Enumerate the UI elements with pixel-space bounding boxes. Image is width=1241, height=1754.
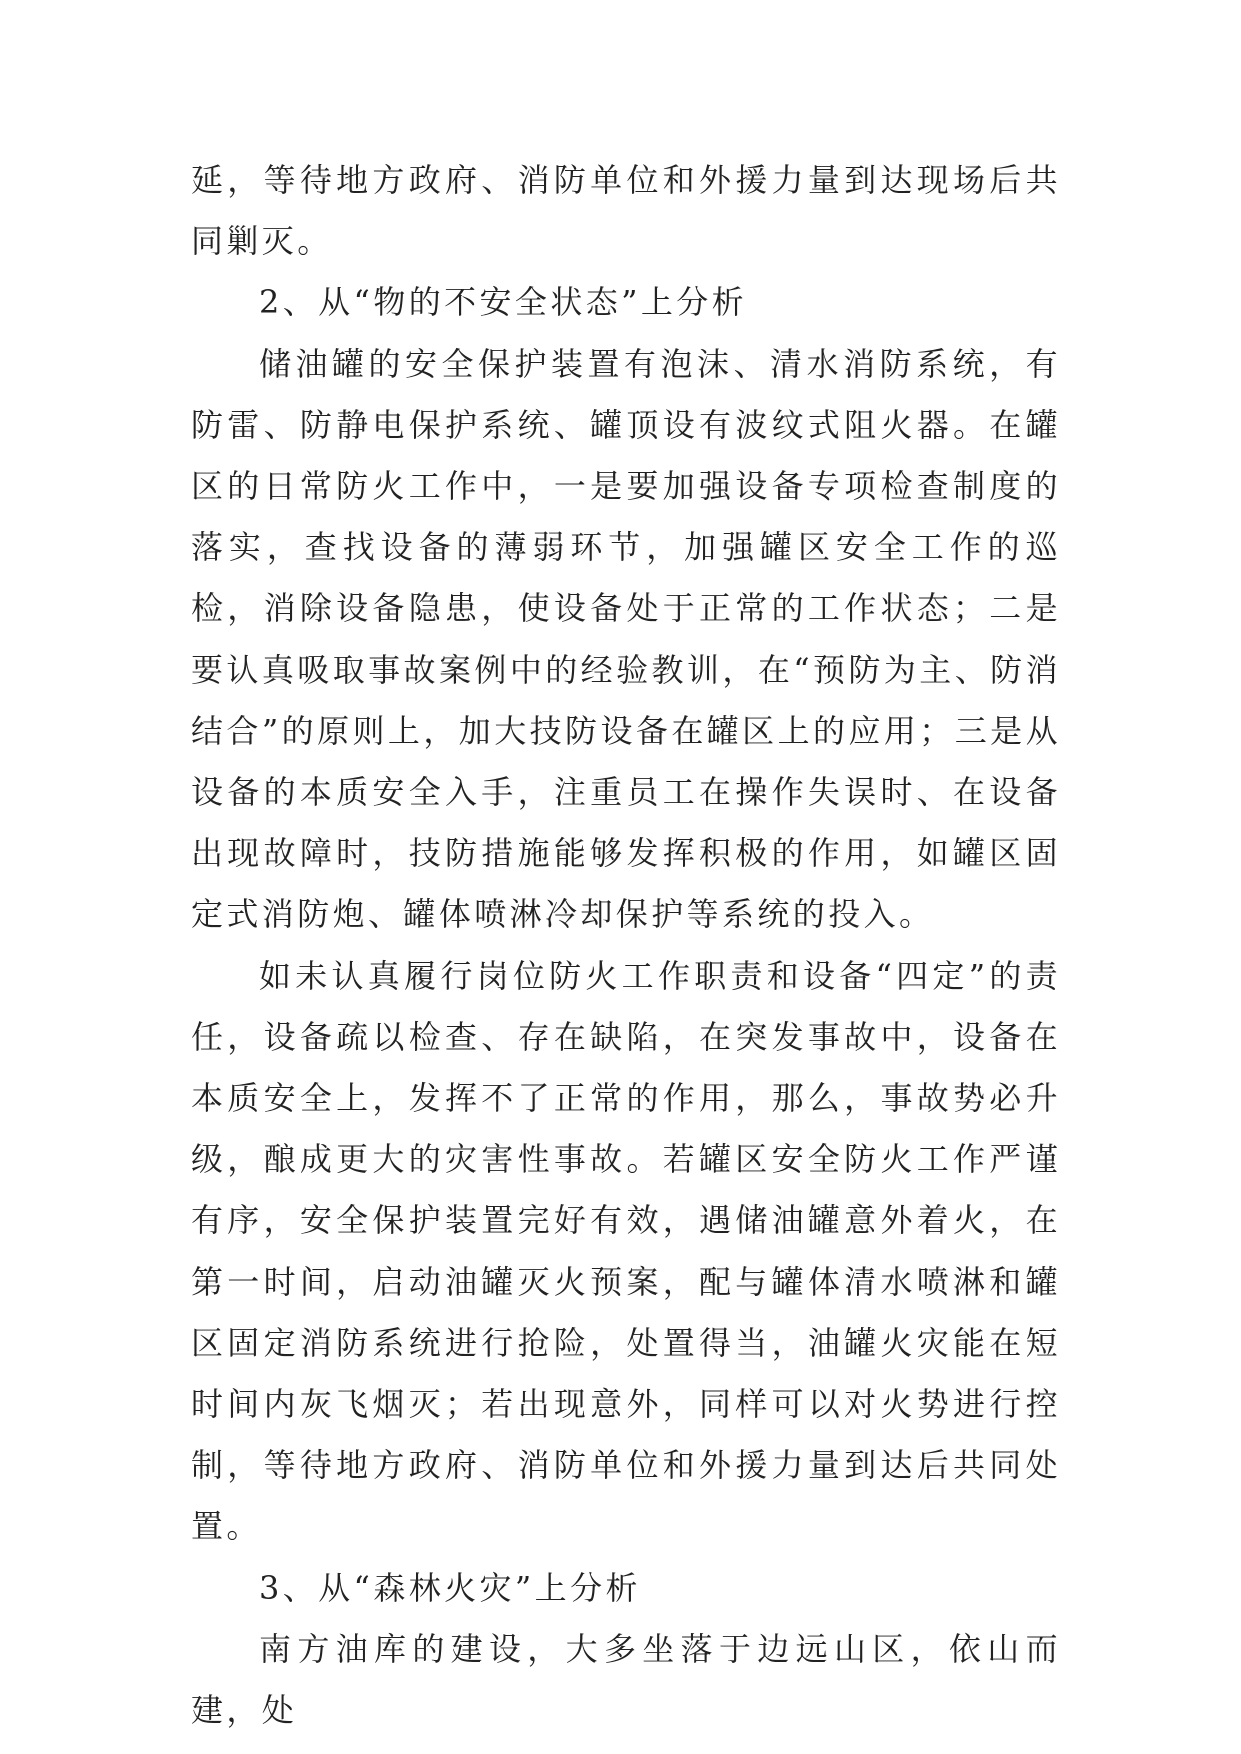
section-heading-2: 2、从“物的不安全状态”上分析: [259, 283, 748, 322]
paragraph-responsibility: 如未认真履行岗位防火工作职责和设备“四定”的责任，设备疏以检查、存在缺陷，在突发事故中，设备在本质安全上，发挥不了正常的作用，那么，事故势必升级，酿成更大的灾害性事故。若罐区安全防火工作严谨有序，安全保护装置完好有效，遇储油罐意外着火，在第一时间，启动油罐灭火预案，配与罐体清水喷淋和罐区固定消防系统进行抢险，处置得当，油罐火灾能在短时间内灰飞烟灭；若出现意外，同样可以对火势进行控制，等待地方政府、消防单位和外援力量到达后共同处置。: [191, 956, 1061, 1546]
document-body: [191, 150, 1061, 1741]
paragraph-forest-fire: 南方油库的建设，大多坐落于边远山区，依山而建，处: [191, 1629, 1061, 1730]
paragraph-safety-devices: 储油罐的安全保护装置有泡沫、清水消防系统，有防雷、防静电保护系统、罐顶设有波纹式阻火器。在罐区的日常防火工作中，一是要加强设备专项检查制度的落实，查找设备的薄弱环节，加强罐区安全工作的巡检，消除设备隐患，使设备处于正常的工作状态；二是要认真吸取事故案例中的经验教训，在“预防为主、防消结合”的原则上，加大技防设备在罐区上的应用；三是从设备的本质安全入手，注重员工在操作失误时、在设备出现故障时，技防措施能够发挥积极的作用，如罐区固定式消防炮、罐体喷淋冷却保护等系统的投入。: [191, 344, 1061, 934]
section-heading-3: 3、从“森林火灾”上分析: [259, 1568, 641, 1607]
paragraph-continuation: 延，等待地方政府、消防单位和外援力量到达现场后共同剿灭。: [191, 161, 1061, 261]
